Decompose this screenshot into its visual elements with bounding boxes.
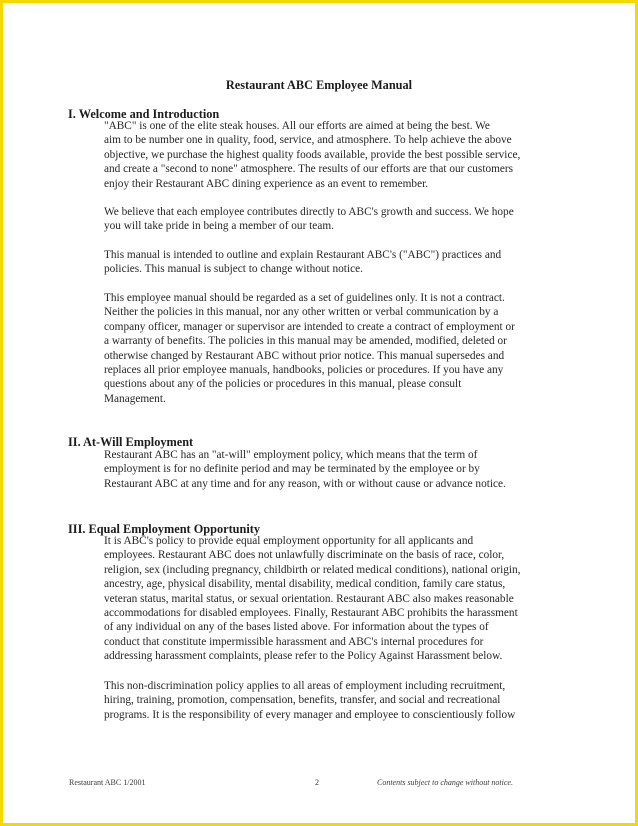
text-line: We believe that each employee contributes directly to ABC's growth and success. We hope: [104, 206, 514, 218]
text-line: This non-discrimination policy applies to all areas of employment including recruitment,: [104, 680, 506, 692]
text-line: hiring, training, promotion, compensation, benefits, transfer, and social and recreational: [104, 694, 501, 707]
text-line: you will take pride in being a member of our team.: [104, 220, 334, 233]
text-line: accommodations for disabled employees. Finally, Restaurant ABC prohibits the harassment: [104, 606, 518, 619]
text-line: of any individual on any of the bases listed above. For information about the types of: [104, 621, 489, 634]
text-line: employment is for no definite period and may be terminated by the employee or by: [104, 463, 480, 476]
paragraph-welcome-team: [104, 205, 576, 234]
text-line: Management.: [104, 392, 166, 405]
text-line: employees. Restaurant ABC does not unlawfully discriminate on the basis of race, color,: [104, 549, 505, 562]
text-line: It is ABC's policy to provide equal employment opportunity for all applicants and: [104, 535, 474, 547]
text-line: aim to be number one in quality, food, service, and atmosphere. To help achieve the above: [104, 134, 512, 147]
text-line: conduct that constitute impermissible harassment and ABC's internal procedures for: [104, 635, 484, 648]
text-line: replaces all prior employee manuals, handbooks, policies or procedures. If you have any: [104, 363, 504, 376]
text-line: Restaurant ABC at any time and for any reason, with or without cause or advance notice.: [104, 477, 506, 490]
paragraph-welcome-guidelines: [104, 291, 576, 406]
text-line: This manual is intended to outline and explain Restaurant ABC's ("ABC") practices and: [104, 249, 502, 261]
text-line: "ABC" is one of the elite steak houses. All our efforts are aimed at being the best. We: [104, 120, 490, 132]
text-line: programs. It is the responsibility of every manager and employee to conscientiously follow: [104, 708, 516, 721]
text-line: religion, sex (including pregnancy, childbirth or related medical conditions), national origin,: [104, 563, 521, 576]
text-line: Neither the policies in this manual, nor any other written or verbal communication by a: [104, 306, 499, 319]
text-line: enjoy their Restaurant ABC dining experience as an event to remember.: [104, 177, 429, 190]
section-heading-at-will: II. At-Will Employment: [68, 435, 194, 449]
text-line: otherwise changed by Restaurant ABC without prior notice. This manual supersedes and: [104, 349, 505, 362]
paragraph-welcome-intro: [104, 119, 576, 191]
text-line: policies. This manual is subject to change without notice.: [104, 263, 363, 276]
text-line: This employee manual should be regarded as a set of guidelines only. It is not a contract.: [104, 292, 505, 304]
text-line: ancestry, age, physical disability, mental disability, medical condition, family care status,: [104, 578, 506, 591]
text-line: company officer, manager or supervisor are intended to create a contract of employment or: [104, 320, 515, 333]
footer-document-id: Restaurant ABC 1/2001: [69, 778, 146, 787]
text-line: and create a "second to none" atmosphere. The results of our efforts are that our customers: [104, 163, 514, 176]
text-line: Restaurant ABC has an "at-will" employment policy, which means that the term of: [104, 449, 478, 461]
text-line: veteran status, marital status, or sexual orientation. Restaurant ABC also makes reasonable: [104, 592, 514, 605]
document-title: Restaurant ABC Employee Manual: [225, 78, 413, 92]
document-page: [3, 3, 635, 823]
paragraph-welcome-manual-purpose: [104, 248, 576, 277]
footer-page-number: 2: [315, 778, 319, 787]
text-line: addressing harassment complaints, please refer to the Policy Against Harassment below.: [104, 650, 503, 663]
section-heading-equal-employment: III. Equal Employment Opportunity: [68, 522, 261, 536]
text-line: objective, we purchase the highest quality foods available, provide the best possible service,: [104, 148, 521, 161]
paragraph-non-discrimination: [104, 679, 576, 722]
paragraph-eeo-policy: [104, 534, 576, 664]
text-line: questions about any of the policies or procedures in this manual, please consult: [104, 378, 462, 391]
footer-notice: Contents subject to change without notice.: [377, 778, 513, 787]
section-heading-welcome: I. Welcome and Introduction: [68, 107, 220, 121]
text-line: a warranty of benefits. The policies in this manual may be amended, modified, deleted or: [104, 335, 507, 348]
paragraph-at-will: [104, 448, 576, 491]
